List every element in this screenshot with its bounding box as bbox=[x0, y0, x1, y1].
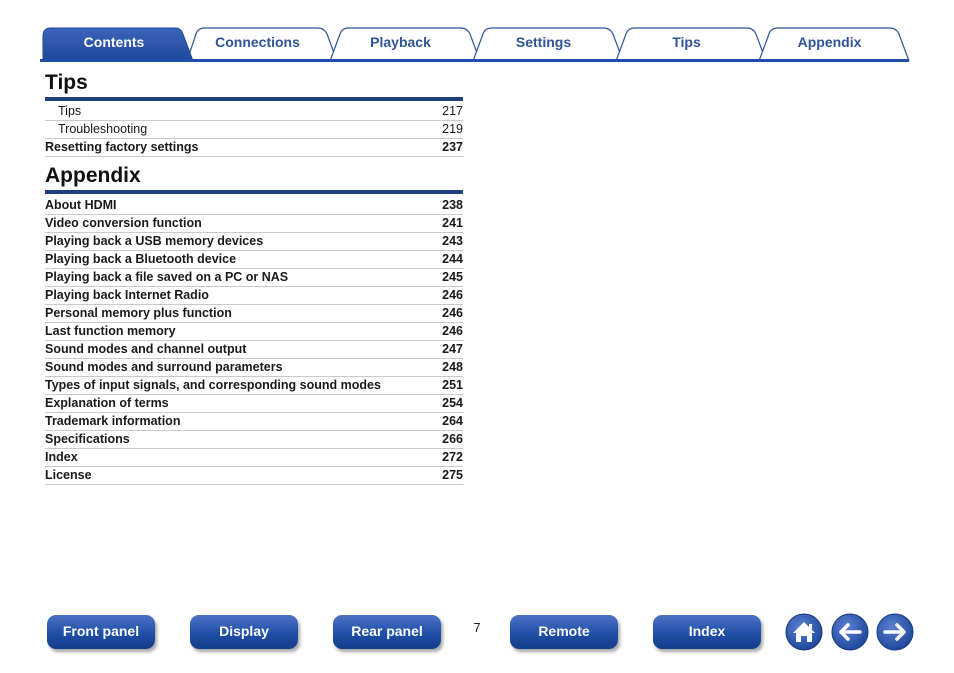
toc-row-page: 243 bbox=[442, 234, 463, 248]
toc-row[interactable] bbox=[45, 269, 463, 287]
rear-panel-button[interactable]: Rear panel bbox=[333, 615, 441, 649]
toc-row[interactable] bbox=[45, 215, 463, 233]
toc-row-title: Sound modes and channel output bbox=[45, 342, 247, 356]
appendix-section-title: Appendix bbox=[45, 164, 141, 187]
toc-row-title: Explanation of terms bbox=[45, 396, 169, 410]
toc-row-title: Trademark information bbox=[45, 414, 181, 428]
toc-row[interactable] bbox=[45, 467, 463, 485]
toc-row-title: Video conversion function bbox=[45, 216, 202, 230]
toc-row-page: 219 bbox=[442, 122, 463, 136]
remote-button[interactable]: Remote bbox=[510, 615, 618, 649]
tips-toc-list bbox=[45, 103, 463, 157]
tab-label-appendix: Appendix bbox=[797, 34, 862, 50]
toc-row-title: Personal memory plus function bbox=[45, 306, 232, 320]
toc-row-page: 238 bbox=[442, 198, 463, 212]
toc-row[interactable] bbox=[45, 431, 463, 449]
back-arrow-icon bbox=[831, 613, 869, 651]
toc-row[interactable] bbox=[45, 139, 463, 157]
tab-label-connections: Connections bbox=[215, 34, 300, 50]
toc-row[interactable] bbox=[45, 233, 463, 251]
back-button[interactable] bbox=[831, 613, 869, 651]
toc-row-title: Troubleshooting bbox=[58, 122, 148, 136]
toc-row-title: Playing back Internet Radio bbox=[45, 288, 209, 302]
toc-row-title: Types of input signals, and corresponding sound modes bbox=[45, 378, 381, 392]
toc-row-page: 246 bbox=[442, 306, 463, 320]
toc-row-title: Index bbox=[45, 450, 78, 464]
toc-row-title: Sound modes and surround parameters bbox=[45, 360, 283, 374]
toc-row[interactable] bbox=[45, 121, 463, 139]
toc-row[interactable] bbox=[45, 323, 463, 341]
toc-row[interactable] bbox=[45, 251, 463, 269]
toc-row-page: 237 bbox=[442, 140, 463, 154]
tab-label-playback: Playback bbox=[370, 34, 431, 50]
forward-arrow-icon bbox=[876, 613, 914, 651]
tips-section-title: Tips bbox=[45, 71, 88, 94]
toc-row[interactable] bbox=[45, 359, 463, 377]
toc-row-page: 266 bbox=[442, 432, 463, 446]
toc-row-title: Playing back a file saved on a PC or NAS bbox=[45, 270, 289, 284]
toc-row-page: 248 bbox=[442, 360, 463, 374]
tab-label-settings: Settings bbox=[515, 34, 572, 50]
toc-row-page: 247 bbox=[442, 342, 463, 356]
toc-row-page: 246 bbox=[442, 288, 463, 302]
toc-row-title: License bbox=[45, 468, 92, 482]
toc-row[interactable] bbox=[45, 395, 463, 413]
tab-bar bbox=[0, 0, 954, 64]
toc-row-page: 275 bbox=[442, 468, 463, 482]
toc-row-page: 272 bbox=[442, 450, 463, 464]
toc-row-page: 241 bbox=[442, 216, 463, 230]
toc-row[interactable] bbox=[45, 413, 463, 431]
toc-row-page: 254 bbox=[442, 396, 463, 410]
front-panel-button[interactable]: Front panel bbox=[47, 615, 155, 649]
toc-row[interactable] bbox=[45, 377, 463, 395]
tab-label-tips: Tips bbox=[672, 34, 701, 50]
toc-row[interactable] bbox=[45, 197, 463, 215]
display-button[interactable]: Display bbox=[190, 615, 298, 649]
toc-row-title: Tips bbox=[58, 104, 82, 118]
toc-row[interactable] bbox=[45, 103, 463, 121]
toc-row[interactable] bbox=[45, 341, 463, 359]
toc-row-page: 244 bbox=[442, 252, 463, 266]
toc-row[interactable] bbox=[45, 449, 463, 467]
index-button[interactable]: Index bbox=[653, 615, 761, 649]
toc-row[interactable] bbox=[45, 305, 463, 323]
toc-row[interactable] bbox=[45, 287, 463, 305]
tips-section-rule bbox=[45, 97, 463, 101]
toc-row-page: 245 bbox=[442, 270, 463, 284]
toc-row-title: Last function memory bbox=[45, 324, 176, 338]
toc-row-title: Playing back a Bluetooth device bbox=[45, 252, 237, 266]
toc-row-title: About HDMI bbox=[45, 198, 117, 212]
appendix-section-rule bbox=[45, 190, 463, 194]
toc-row-page: 264 bbox=[442, 414, 463, 428]
toc-row-page: 217 bbox=[442, 104, 463, 118]
toc-row-page: 246 bbox=[442, 324, 463, 338]
tab-label-contents: Contents bbox=[83, 34, 145, 50]
page-number: 7 bbox=[473, 620, 481, 635]
toc-row-title: Resetting factory settings bbox=[45, 140, 199, 154]
forward-button[interactable] bbox=[876, 613, 914, 651]
home-button[interactable] bbox=[785, 613, 823, 651]
home-icon bbox=[785, 613, 823, 651]
toc-row-title: Playing back a USB memory devices bbox=[45, 234, 264, 248]
appendix-toc-list bbox=[45, 197, 463, 485]
toc-row-title: Specifications bbox=[45, 432, 130, 446]
toc-row-page: 251 bbox=[442, 378, 463, 392]
